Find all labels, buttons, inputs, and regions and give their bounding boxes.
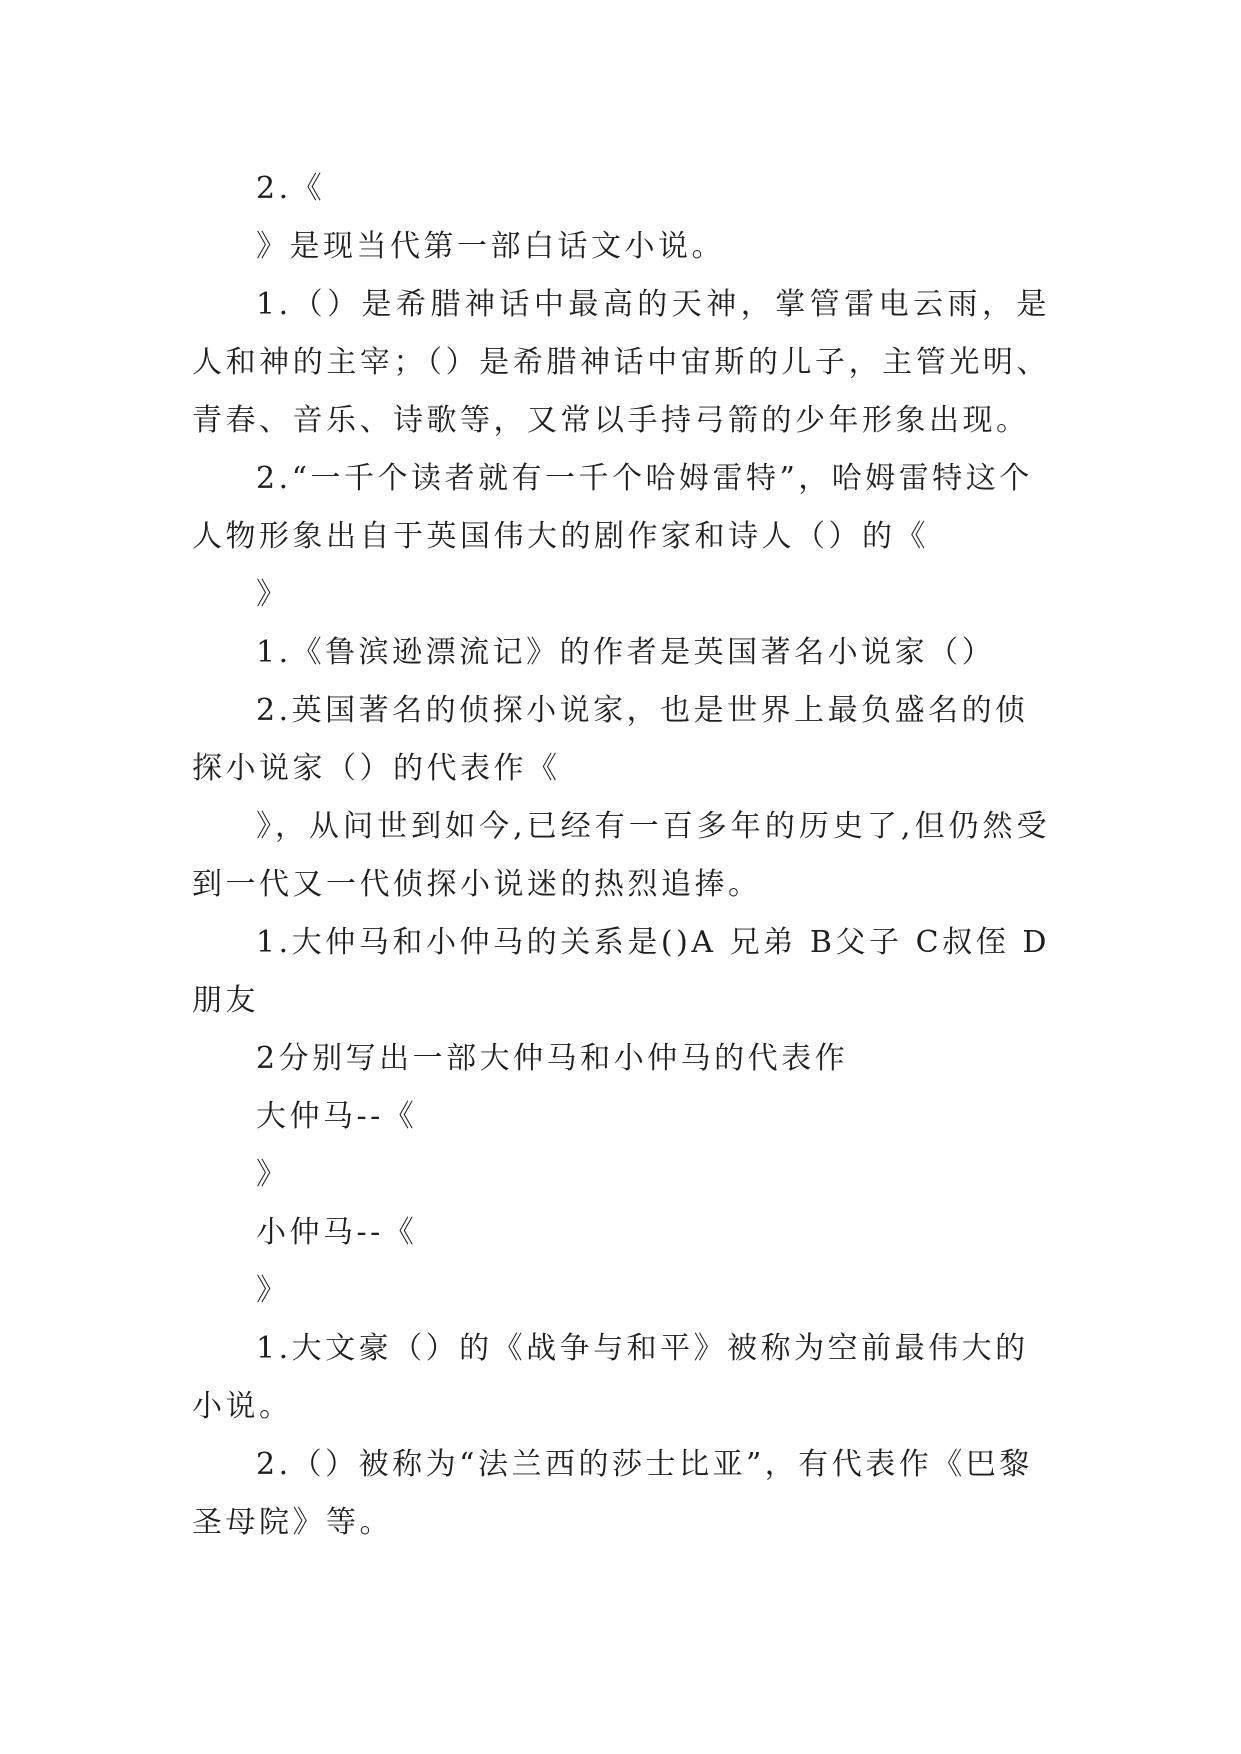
paragraph: 1.大仲马和小仲马的关系是()A 兄弟 B父子 C叔侄 D朋友: [192, 925, 1050, 1018]
paragraph: 2.英国著名的侦探小说家，也是世界上最负盛名的侦探小说家（）的代表作《: [192, 693, 1029, 786]
paragraph: 1.大文豪（）的《战争与和平》被称为空前最伟大的小说。: [192, 1331, 1029, 1424]
paragraph: 》: [256, 577, 290, 612]
paragraph: 》: [256, 1157, 290, 1192]
paragraph: 2.（）被称为“法兰西的莎士比亚”，有代表作《巴黎圣母院》等。: [192, 1447, 1033, 1540]
paragraph: 》: [256, 1273, 290, 1308]
document-body: [192, 160, 1050, 1552]
paragraph: 》，从问世到如今,已经有一百多年的历史了,但仍然受到一代又一代侦探小说迷的热烈追捧。: [192, 809, 1050, 902]
paragraph: 1.（）是希腊神话中最高的天神，掌管雷电云雨，是人和神的主宰；（）是希腊神话中宙斯的儿子，主管光明、青春、音乐、诗歌等，又常以手持弓箭的少年形象出现。: [192, 287, 1050, 438]
paragraph: 2分别写出一部大仲马和小仲马的代表作: [256, 1041, 849, 1076]
paragraph: 小仲马--《: [256, 1215, 418, 1250]
paragraph: 1.《鲁滨逊漂流记》的作者是英国著名小说家（）: [256, 635, 996, 670]
paragraph: 》是现当代第一部白话文小说。: [256, 229, 725, 264]
paragraph: 大仲马--《: [256, 1099, 418, 1134]
paragraph: 2.“一千个读者就有一千个哈姆雷特”，哈姆雷特这个人物形象出自于英国伟大的剧作家和诗人（）的《: [192, 461, 1033, 554]
paragraph: 2.《: [256, 171, 326, 206]
